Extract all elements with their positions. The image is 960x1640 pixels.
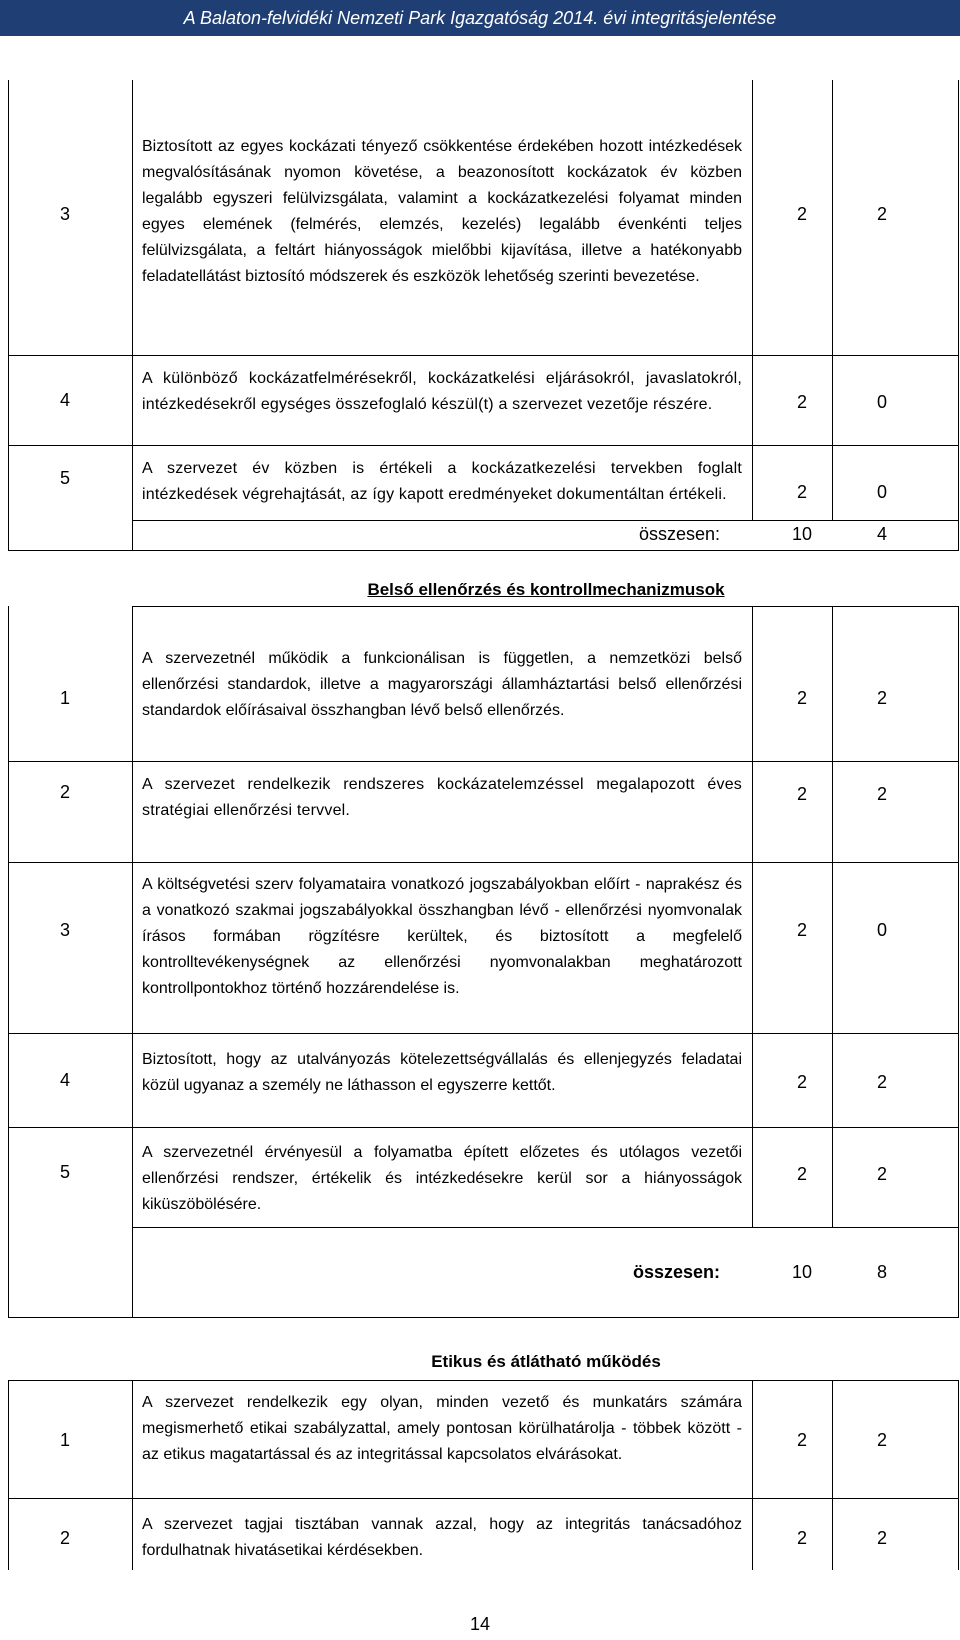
score-b: 2: [876, 1072, 887, 1092]
row-text: A szervezet tagjai tisztában vannak azzal, hogy az integritás tanácsadóhoz fordulhatnak hivatásetikai kérdésekben.: [142, 1516, 742, 1559]
score-a: 2: [796, 204, 807, 224]
row-number: 2: [59, 1528, 70, 1548]
score-a: 2: [796, 1072, 807, 1092]
score-b: 2: [876, 1528, 887, 1548]
page-number: 14: [469, 1614, 491, 1634]
row-number: 4: [59, 1070, 70, 1090]
score-a: 2: [796, 1430, 807, 1450]
row-text: A szervezet év közben is értékeli a kockázatkezelési tervekben foglalt intézkedések végrehajtását, az így kapott eredményeket dokumentáltan értékeli.: [142, 460, 742, 503]
score-b: 0: [876, 482, 887, 502]
total-a: 10: [791, 1262, 813, 1282]
row-text: A különböző kockázatfelmérésekről, kockázatkelési eljárásokról, javaslatokról, intézkedésekről egységes összefoglaló készül(t) a szervezet vezetője részére.: [142, 370, 742, 413]
row-text: Biztosított, hogy az utalványozás kötelezettségvállalás és ellenjegyzés feladatai közül ugyanaz a személy ne láthasson el egyszerre kettőt.: [142, 1051, 742, 1094]
row-text: A szervezetnél működik a funkcionálisan is független, a nemzetközi belső ellenőrzési standardok, illetve a magyarországi államháztartási belső ellenőrzési standardok előírásaival összhangban lévő belső ellenőrzés.: [142, 650, 742, 719]
score-b: 2: [876, 1164, 887, 1184]
score-b: 2: [876, 688, 887, 708]
row-number: 2: [59, 782, 70, 802]
row-text: A szervezet rendelkezik rendszeres kockázatelemzéssel megalapozott éves stratégiai ellenőrzési tervvel.: [142, 776, 742, 819]
header-title: A Balaton-felvidéki Nemzeti Park Igazgatóság 2014. évi integritásjelentése: [183, 7, 777, 28]
row-number: 4: [59, 390, 70, 410]
row-number: 1: [59, 688, 70, 708]
total-label: összesen:: [632, 1262, 720, 1282]
score-b: 0: [876, 920, 887, 940]
score-b: 2: [876, 784, 887, 804]
row-number: 1: [59, 1430, 70, 1450]
section-title: [132, 580, 960, 600]
total-label: összesen:: [638, 524, 720, 544]
row-number: 5: [59, 1162, 70, 1182]
section-title-text: Belső ellenőrzés és kontrollmechanizmusok: [367, 580, 725, 599]
score-b: 2: [876, 204, 887, 224]
row-number: 3: [59, 920, 70, 940]
score-a: 2: [796, 482, 807, 502]
score-a: 2: [796, 688, 807, 708]
score-a: 2: [796, 920, 807, 940]
section-title-text: Etikus és átlátható működés: [431, 1352, 661, 1371]
row-text: Biztosított az egyes kockázati tényező csökkentése érdekében hozott intézkedések megvalósításának nyomon követése, a beazonosított kockázatok év közben legalább egyszeri felülvizsgálata, valamint a kockázatkezelési folyamat minden egyes elemének (felmérés, elemzés, kezelés) legalább évenkénti teljes felülvizsgálata, a feltárt hiányosságok mielőbbi kijavítása, illetve a hatékonyabb feladatellátást biztosító módszerek és eszközök lehetőség szerinti bevezetése.: [142, 138, 742, 285]
document-header: [0, 0, 960, 36]
score-a: 2: [796, 1164, 807, 1184]
score-b: 2: [876, 1430, 887, 1450]
row-text: A szervezet rendelkezik egy olyan, minden vezető és munkatárs számára megismerhető etikai szabályzattal, amely pontosan körülhatárolja - többek között - az etikus magatartással és az integritással kapcsolatos elvárásokat.: [142, 1394, 742, 1463]
total-b: 4: [876, 524, 887, 544]
score-a: 2: [796, 784, 807, 804]
total-a: 10: [791, 524, 813, 544]
score-a: 2: [796, 1528, 807, 1548]
total-b: 8: [876, 1262, 887, 1282]
row-text: A költségvetési szerv folyamataira vonatkozó jogszabályokban előírt - naprakész és a vonatkozó szakmai jogszabályokkal összhangban lévő - ellenőrzési nyomvonalak írásos formában rögzítésre kerültek, és biztosított a megfelelő kontrolltevékenységnek az ellenőrzési nyomvonalakban meghatározott kontrollpontokhoz történő hozzárendelése is.: [142, 876, 742, 997]
row-number: 5: [59, 468, 70, 488]
score-b: 0: [876, 392, 887, 412]
section-title: [132, 1352, 960, 1372]
score-a: 2: [796, 392, 807, 412]
row-number: 3: [59, 204, 70, 224]
row-text: A szervezetnél érvényesül a folyamatba épített előzetes és utólagos vezetői ellenőrzési rendszer, értékelik és intézkedésekre kerül sor a hiányosságok kiküszöbölésére.: [142, 1144, 742, 1213]
